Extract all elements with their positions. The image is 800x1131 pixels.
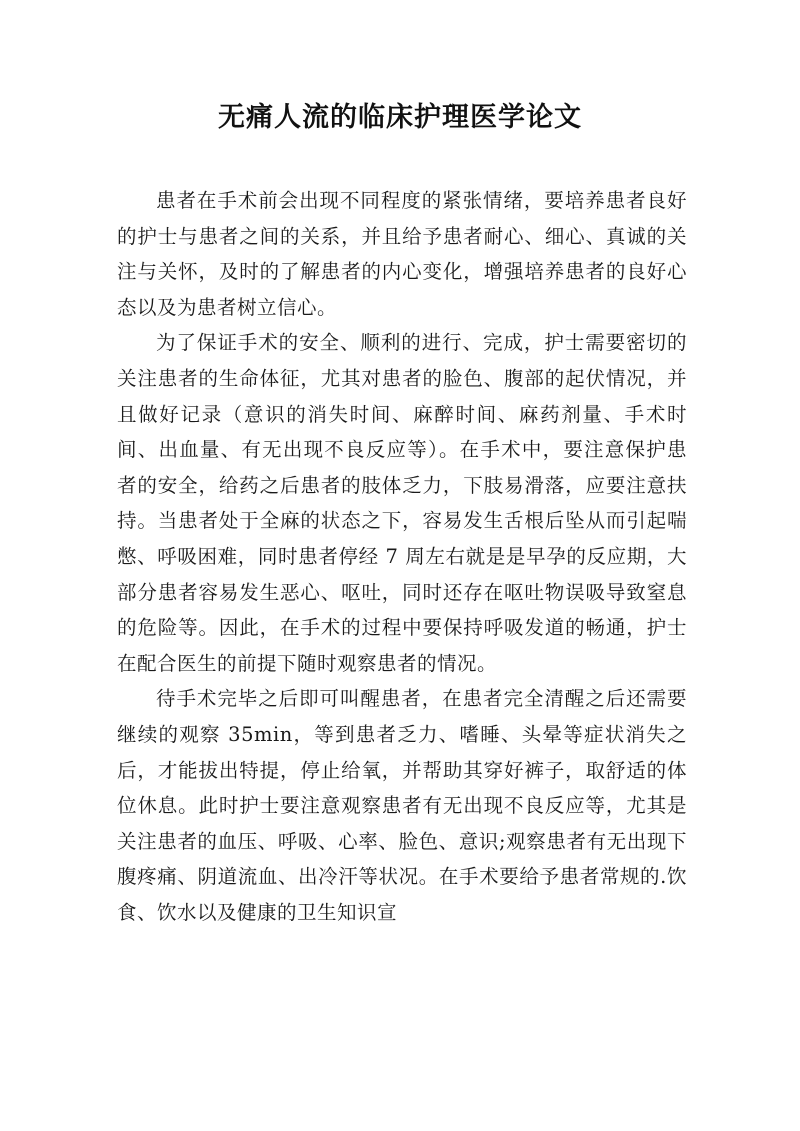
paragraph-postoperative-care: 待手术完毕之后即可叫醒患者，在患者完全清醒之后还需要继续的观察 35min，等到患者乏力、嗜睡、头晕等症状消失之后，才能拔出特提，停止给氧，并帮助其穿好裤子，取舒适的体位休息。此时护士要注意观察患者有无出现不良反应等，尤其是关注患者的血压、呼吸、心率、脸色、意识;观察患者有无出现下腹疼痛、阴道流血、出冷汗等状况。在手术要给予患者常规的.饮食、饮水以及健康的卫生知识宣	[117, 687, 687, 924]
document-body	[117, 183, 687, 930]
document-title: 无痛人流的临床护理医学论文	[218, 102, 582, 133]
paragraph-intraoperative-care: 为了保证手术的安全、顺利的进行、完成，护士需要密切的关注患者的生命体征，尤其对患者的脸色、腹部的起伏情况，并且做好记录（意识的消失时间、麻醉时间、麻药剂量、手术时间、出血量、有无出现不良反应等）。在手术中，要注意保护患者的安全，给药之后患者的肢体乏力，下肢易滑落，应要注意扶持。当患者处于全麻的状态之下，容易发生舌根后坠从而引起喘憋、呼吸困难，同时患者停经 7 周左右就是是早孕的反应期，大部分患者容易发生恶心、呕吐，同时还存在呕吐物误吸导致窒息的危险等。因此，在手术的过程中要保持呼吸发道的畅通，护士在配合医生的前提下随时观察患者的情况。	[117, 331, 687, 675]
paragraph-preoperative-care: 患者在手术前会出现不同程度的紧张情绪，要培养患者良好的护士与患者之间的关系，并且给予患者耐心、细心、真诚的关注与关怀，及时的了解患者的内心变化，增强培养患者的良好心态以及为患者树立信心。	[117, 189, 687, 319]
